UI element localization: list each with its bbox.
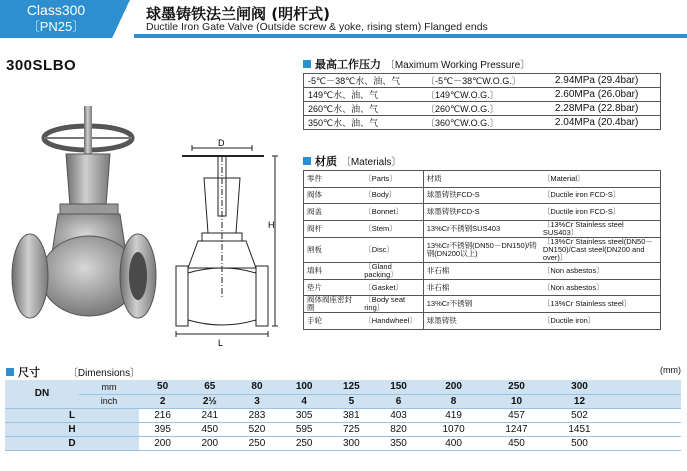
drawing-label-h: H: [268, 220, 275, 230]
inch-cell: 3: [233, 394, 280, 408]
pressure-medium-cn: 350℃水、油、气: [304, 116, 423, 130]
dim-cell: 241: [186, 408, 233, 422]
materials-row: [304, 313, 661, 330]
mm-cell: 250: [485, 380, 548, 394]
dim-cell: 381: [328, 408, 375, 422]
material-en: 〔Ductile iron FCD-S〕: [540, 187, 661, 204]
materials-row: [304, 262, 661, 279]
dim-cell: 300: [328, 436, 375, 450]
dim-cell: 305: [281, 408, 328, 422]
drawing-label-d: D: [218, 138, 225, 148]
spacer-cell: [611, 408, 681, 422]
dim-cell: 725: [328, 422, 375, 436]
materials-table: [303, 170, 661, 330]
mm-cell: 150: [375, 380, 422, 394]
material-en: 〔Ductile iron〕: [540, 313, 661, 330]
dim-cell: 450: [485, 436, 548, 450]
dim-cell: 250: [281, 436, 328, 450]
dim-cell: 200: [139, 436, 186, 450]
materials-row: [304, 204, 661, 221]
materials-row: [304, 187, 661, 204]
materials-header-row: [304, 171, 661, 188]
part-cn: 阀体阀座密封圈: [304, 296, 362, 313]
pressure-row: [304, 116, 661, 130]
part-en: 〔Body seat ring〕: [361, 296, 423, 313]
inch-cell: 6: [375, 394, 422, 408]
dim-cell: 520: [233, 422, 280, 436]
dim-cell: 403: [375, 408, 422, 422]
material-cn: 球墨铸铁FCD-S: [423, 204, 540, 221]
dim-cell: 216: [139, 408, 186, 422]
pressure-heading: [303, 56, 530, 72]
dim-cell: 250: [233, 436, 280, 450]
dimensions-heading: [6, 364, 140, 380]
page-subtitle: Ductile Iron Gate Valve (Outside screw & yoke, rising stem) Flanged ends: [146, 21, 488, 33]
dimensions-unit: (mm): [660, 365, 681, 375]
dim-cell: 457: [485, 408, 548, 422]
pressure-medium-cn: -5℃－38℃水、油、气: [304, 74, 423, 88]
dim-cell: 1070: [422, 422, 485, 436]
dimension-row-h: [5, 422, 681, 436]
pressure-row: [304, 102, 661, 116]
mm-cell: 65: [186, 380, 233, 394]
part-en: 〔Gland packing〕: [361, 262, 423, 279]
class-badge: [0, 0, 112, 38]
pn-label: 〔PN25〕: [26, 19, 86, 34]
parts-header-en: 〔Parts〕: [361, 171, 423, 188]
pressure-table: [303, 73, 661, 130]
part-cn: 闸板: [304, 237, 362, 262]
pressure-medium-en: 〔260℃W.O.G.〕: [422, 102, 543, 116]
inch-cell: 10: [485, 394, 548, 408]
pressure-medium-en: 〔-5℃－38℃W.O.G.〕: [422, 74, 543, 88]
part-cn: 阀杆: [304, 220, 362, 237]
dimensions-heading-en: 〔Dimensions〕: [67, 368, 141, 379]
materials-row: [304, 220, 661, 237]
dim-cell: 820: [375, 422, 422, 436]
mm-cell: 100: [281, 380, 328, 394]
material-cn: 13%Cr不锈钢: [423, 296, 540, 313]
material-header-en: 〔Material〕: [540, 171, 661, 188]
dim-cell: 1247: [485, 422, 548, 436]
mm-cell: 200: [422, 380, 485, 394]
dim-cell: 450: [186, 422, 233, 436]
section-marker-icon: [303, 157, 311, 165]
dimension-drawing: [172, 138, 282, 358]
materials-row: [304, 296, 661, 313]
part-cn: 阀盖: [304, 204, 362, 221]
dn-label: DN: [5, 380, 79, 408]
part-en: 〔Disc〕: [361, 237, 423, 262]
mm-label: mm: [79, 380, 139, 394]
pressure-row: [304, 74, 661, 88]
mm-cell: 300: [548, 380, 611, 394]
class-label: Class300: [26, 2, 86, 18]
pressure-value: 2.94MPa (29.4bar): [543, 74, 661, 88]
row-label: L: [5, 408, 139, 422]
materials-heading-en: 〔Materials〕: [340, 157, 402, 168]
inch-cell: 4: [281, 394, 328, 408]
pressure-medium-cn: 149℃水、油、气: [304, 88, 423, 102]
part-en: 〔Handwheel〕: [361, 313, 423, 330]
material-en: 〔13%Cr Stainless steel(DN50－DN150)/Cast steel(DN200 and over)〕: [540, 237, 661, 262]
material-en: 〔13%Cr Stainless steel〕: [540, 296, 661, 313]
inch-cell: 2½: [186, 394, 233, 408]
part-cn: 垫片: [304, 279, 362, 296]
materials-row: [304, 237, 661, 262]
part-en: 〔Stem〕: [361, 220, 423, 237]
pressure-row: [304, 88, 661, 102]
spacer-cell: [611, 422, 681, 436]
dim-cell: 350: [375, 436, 422, 450]
dim-cell: 502: [548, 408, 611, 422]
pressure-heading-en: 〔Maximum Working Pressure〕: [384, 60, 531, 71]
materials-heading-cn: 材质: [315, 155, 337, 168]
dim-cell: 1451: [548, 422, 611, 436]
material-en: 〔13%Cr Stainless steel SUS403〕: [540, 220, 661, 237]
dim-cell: 283: [233, 408, 280, 422]
material-cn: 球墨铸铁: [423, 313, 540, 330]
dim-cell: 400: [422, 436, 485, 450]
spacer-cell: [611, 394, 681, 408]
material-en: 〔Ductile iron FCD-S〕: [540, 204, 661, 221]
pressure-value: 2.28MPa (22.8bar): [543, 102, 661, 116]
section-marker-icon: [6, 368, 14, 376]
dim-cell: 200: [186, 436, 233, 450]
pressure-value: 2.60MPa (26.0bar): [543, 88, 661, 102]
row-label: D: [5, 436, 139, 450]
dim-cell: 395: [139, 422, 186, 436]
spacer-cell: [611, 380, 681, 394]
section-marker-icon: [303, 60, 311, 68]
pressure-medium-en: 〔360℃W.O.G.〕: [422, 116, 543, 130]
dim-cell: 595: [281, 422, 328, 436]
dimensions-table: [5, 380, 681, 451]
part-en: 〔Body〕: [361, 187, 423, 204]
part-cn: 手轮: [304, 313, 362, 330]
pressure-value: 2.04MPa (20.4bar): [543, 116, 661, 130]
mm-cell: 80: [233, 380, 280, 394]
inch-cell: 8: [422, 394, 485, 408]
part-cn: 填料: [304, 262, 362, 279]
dimension-row-d: [5, 436, 681, 450]
pressure-medium-en: 〔149℃W.O.G.〕: [422, 88, 543, 102]
pressure-heading-cn: 最高工作压力: [315, 58, 381, 71]
material-cn: 非石棉: [423, 279, 540, 296]
part-en: 〔Gasket〕: [361, 279, 423, 296]
material-cn: 非石棉: [423, 262, 540, 279]
material-cn: 球墨铸铁FCD-S: [423, 187, 540, 204]
inch-label: inch: [79, 394, 139, 408]
page-title: 球墨铸铁法兰闸阀 (明杆式): [146, 5, 330, 23]
material-header-cn: 材质: [423, 171, 540, 188]
dimension-row-l: [5, 408, 681, 422]
materials-row: [304, 279, 661, 296]
part-en: 〔Bonnet〕: [361, 204, 423, 221]
dim-cell: 419: [422, 408, 485, 422]
mm-cell: 125: [328, 380, 375, 394]
part-cn: 阀体: [304, 187, 362, 204]
drawing-label-l: L: [218, 338, 224, 348]
valve-photo: [10, 76, 160, 346]
mm-cell: 50: [139, 380, 186, 394]
parts-header-cn: 零件: [304, 171, 362, 188]
materials-heading: [303, 153, 401, 169]
material-cn: 13%Cr不锈钢SUS403: [423, 220, 540, 237]
model-number: 300SLBO: [6, 57, 77, 74]
inch-cell: 5: [328, 394, 375, 408]
inch-cell: 12: [548, 394, 611, 408]
dimensions-heading-cn: 尺寸: [18, 366, 40, 379]
material-en: 〔Non asbestos〕: [540, 262, 661, 279]
pressure-medium-cn: 260℃水、油、气: [304, 102, 423, 116]
row-label: H: [5, 422, 139, 436]
spacer-cell: [611, 436, 681, 450]
inch-row: [5, 394, 681, 408]
mm-row: [5, 380, 681, 394]
material-cn: 13%Cr不锈钢(DN50－DN150)/铸钢(DN200以上): [423, 237, 540, 262]
inch-cell: 2: [139, 394, 186, 408]
dim-cell: 500: [548, 436, 611, 450]
material-en: 〔Non asbestos〕: [540, 279, 661, 296]
